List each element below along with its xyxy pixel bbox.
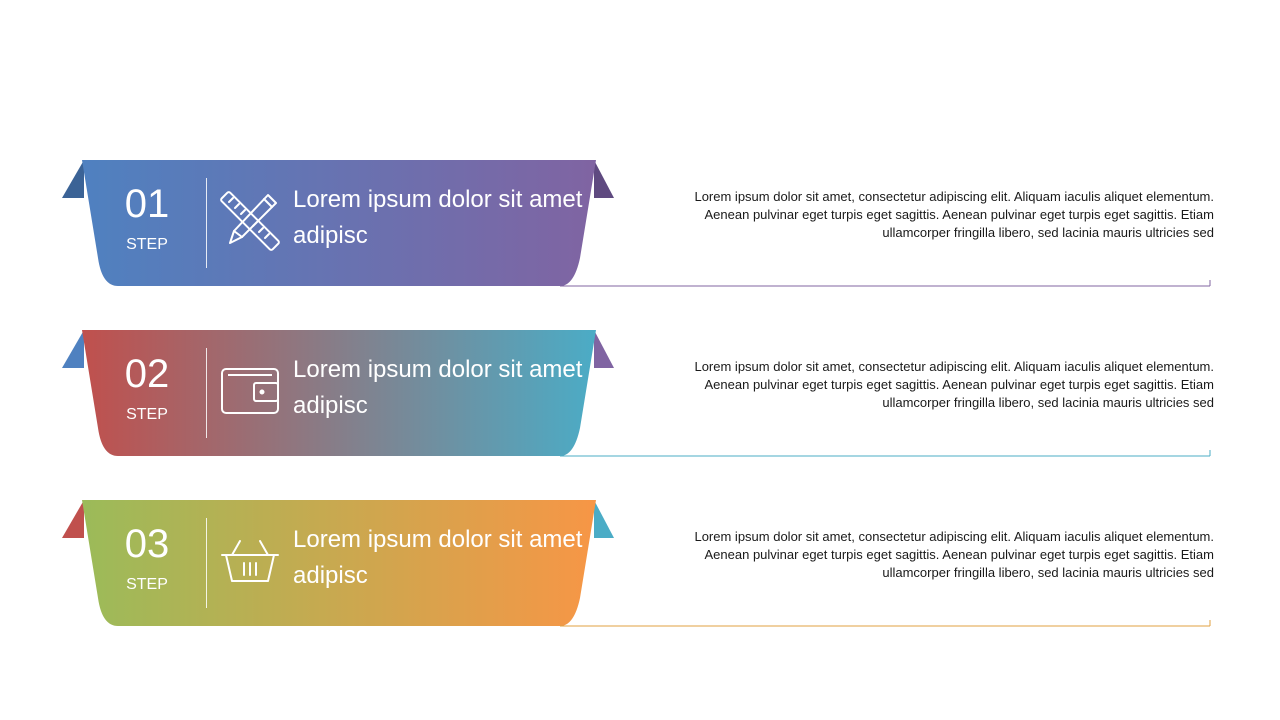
step-2-divider [206,348,207,438]
step-1-title: Lorem ipsum dolor sit amet adipisc [293,186,583,249]
wallet-icon [218,359,282,423]
step-2 [0,328,1280,458]
step-1-description: Lorem ipsum dolor sit amet, consectetur adipiscing elit. Aliquam iaculis aliquet elementum. Aenean pulvinar eget turpis eget sagittis. Aenean pulvinar eget turpis eget sagittis. Etiam ullamcorper fringilla libero, sed lacinia mauris ultricies sed [694,189,1214,240]
step-2-description: Lorem ipsum dolor sit amet, consectetur adipiscing elit. Aliquam iaculis aliquet elementum. Aenean pulvinar eget turpis eget sagittis. Aenean pulvinar eget turpis eget sagittis. Etiam ullamcorper fringilla libero, sed lacinia mauris ultricies sed [694,359,1214,410]
step-2-right-tab [594,330,614,368]
shopping-basket-icon [218,529,282,593]
step-3-left-tab [62,500,84,538]
step-3-number: 03 [124,522,170,566]
step-2-label: STEP [126,406,168,423]
pencil-ruler-icon [218,189,282,253]
step-1-divider [206,178,207,268]
step-1-number: 01 [124,182,170,226]
step-3-label: STEP [126,576,168,593]
step-1-label: STEP [126,236,168,253]
step-1-right-tab [594,160,614,198]
step-3-description: Lorem ipsum dolor sit amet, consectetur adipiscing elit. Aliquam iaculis aliquet elementum. Aenean pulvinar eget turpis eget sagittis. Aenean pulvinar eget turpis eget sagittis. Etiam ullamcorper fringilla libero, sed lacinia mauris ultricies sed [694,529,1214,580]
step-2-title: Lorem ipsum dolor sit amet adipisc [293,356,583,419]
step-2-number: 02 [124,352,170,396]
step-3-title: Lorem ipsum dolor sit amet adipisc [293,526,583,589]
step-3-divider [206,518,207,608]
step-1 [0,158,1280,288]
step-1-left-tab [62,160,84,198]
step-2-left-tab [62,330,84,368]
step-3 [0,498,1280,628]
step-3-right-tab [594,500,614,538]
